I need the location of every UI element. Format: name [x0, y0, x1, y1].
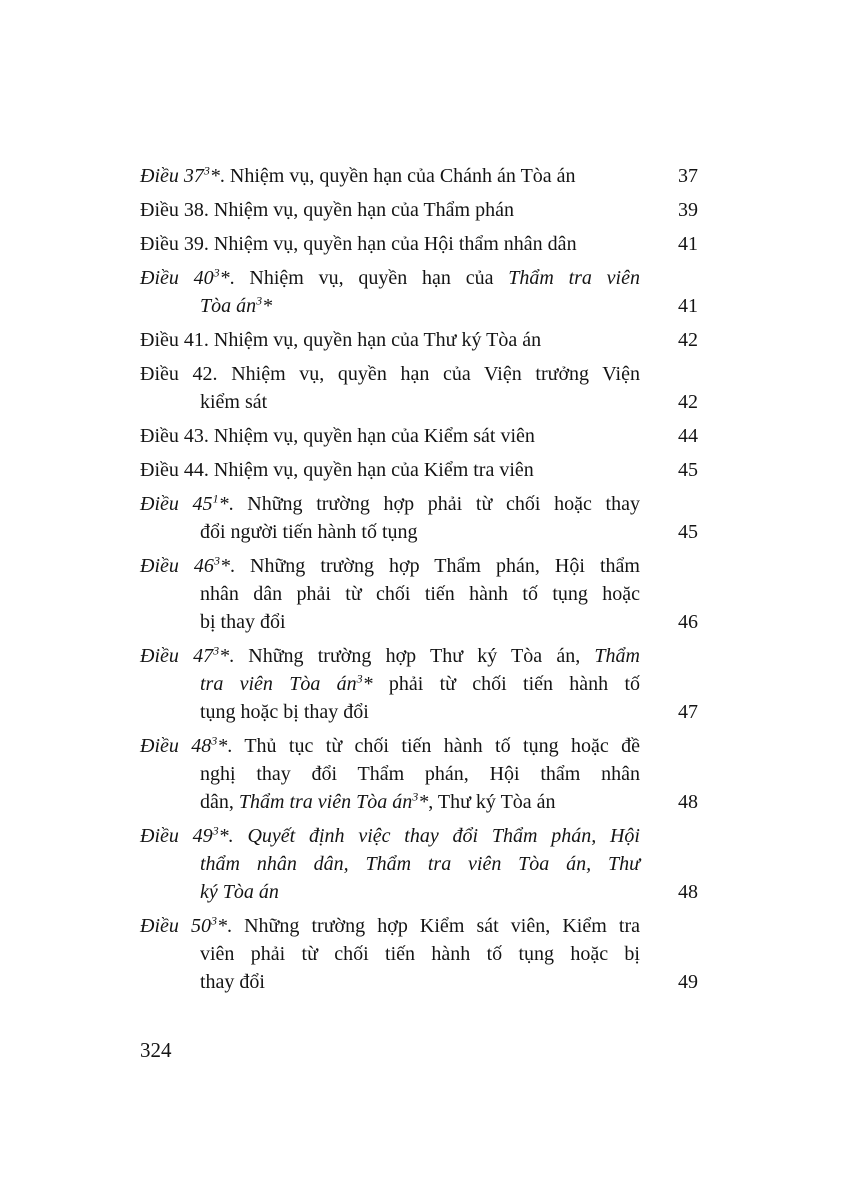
toc-text-segment: dân, — [200, 791, 239, 813]
toc-text-segment: * — [362, 673, 373, 695]
toc-page-ref: 45 — [678, 521, 698, 543]
toc-entry-line — [140, 388, 640, 416]
footnote-marker: 3 — [213, 265, 220, 280]
toc-entry-text — [140, 642, 640, 726]
toc-entry-text — [140, 422, 640, 450]
toc-entry-line — [140, 732, 640, 760]
toc-text-segment: nghị thay đổi Thẩm phán, Hội thẩm nhân — [200, 763, 640, 785]
toc-text-segment: Thẩm tra viên — [508, 267, 640, 289]
toc-entry-text — [140, 326, 640, 354]
toc-text-segment: Điều 46 — [140, 555, 214, 577]
toc-entry-line — [140, 422, 640, 450]
toc-text-segment: . Thủ tục từ chối tiến hành tố tụng hoặc đề — [227, 735, 640, 757]
toc-text-segment: Thẩm tra viên Tòa án — [238, 791, 413, 813]
footnote-marker: 3 — [211, 733, 218, 748]
toc-entry — [140, 422, 698, 450]
toc-entry — [140, 456, 698, 484]
toc-entry-line — [140, 518, 640, 546]
toc-entry-line — [140, 162, 640, 190]
toc-entry — [140, 732, 698, 816]
toc-entry-line — [140, 968, 640, 996]
toc-entry-text — [140, 912, 640, 996]
toc-text-segment: * — [219, 645, 230, 667]
footnote-marker: 3 — [213, 643, 220, 658]
toc-entry — [140, 490, 698, 546]
toc-text-segment: Điều 47 — [140, 645, 214, 667]
toc-text-segment: * — [217, 735, 228, 757]
toc-entry-line — [140, 760, 640, 788]
toc-page-ref: 39 — [678, 199, 698, 221]
toc-entry — [140, 230, 698, 258]
folio-page-number: 324 — [140, 1038, 172, 1062]
toc-list — [140, 162, 698, 1002]
toc-entry-text — [140, 230, 640, 258]
toc-text-segment: tra viên Tòa án — [200, 673, 357, 695]
toc-text-segment: Điều 37 — [140, 165, 204, 187]
toc-entry-line — [140, 670, 640, 698]
toc-text-segment: . Nhiệm vụ, quyền hạn của Chánh án Tòa án — [219, 165, 576, 187]
toc-page-ref: 44 — [678, 425, 698, 447]
toc-text-segment: Tòa án — [200, 295, 257, 317]
toc-entry-line — [140, 788, 640, 816]
toc-entry-line — [140, 196, 640, 224]
toc-text-segment: thẩm nhân dân, Thẩm tra viên Tòa án, Thư — [200, 853, 640, 875]
toc-entry-line — [140, 850, 640, 878]
toc-entry-line — [140, 292, 640, 320]
toc-text-segment: Thẩm — [594, 645, 640, 667]
toc-entry — [140, 326, 698, 354]
toc-entry-text — [140, 456, 640, 484]
toc-page-ref: 47 — [678, 701, 698, 723]
toc-entry-line — [140, 642, 640, 670]
toc-entry-line — [140, 230, 640, 258]
footnote-marker: 3 — [213, 553, 220, 568]
toc-text-segment: . Những trường hợp Kiểm sát viên, Kiểm tra — [227, 915, 640, 937]
toc-entry-line — [140, 698, 640, 726]
toc-text-segment: * — [209, 165, 220, 187]
toc-text-segment: . Những trường hợp Thư ký Tòa án, — [229, 645, 595, 667]
toc-entry-text — [140, 196, 640, 224]
toc-page-ref: 37 — [678, 165, 698, 187]
toc-text-segment: * — [217, 915, 227, 937]
toc-text-segment: Điều 40 — [140, 267, 214, 289]
toc-text-segment: Điều 41. Nhiệm vụ, quyền hạn của Thư ký Tòa án — [140, 329, 542, 351]
toc-text-segment: nhân dân phải từ chối tiến hành tố tụng hoặc — [200, 583, 640, 605]
toc-entry — [140, 912, 698, 996]
toc-entry-line — [140, 264, 640, 292]
toc-text-segment: Điều 42. Nhiệm vụ, quyền hạn của Viện trưởng Viện — [140, 363, 640, 385]
toc-page-ref: 45 — [678, 459, 698, 481]
toc-page-ref: 48 — [678, 791, 698, 813]
toc-text-segment: * — [219, 267, 230, 289]
footnote-marker: 1 — [212, 491, 219, 506]
toc-page-ref: 42 — [678, 329, 698, 351]
toc-text-segment: * — [219, 555, 230, 577]
footnote-marker: 3 — [203, 163, 210, 178]
toc-page-ref: 41 — [678, 233, 698, 255]
toc-entry-line — [140, 326, 640, 354]
toc-entry-text — [140, 732, 640, 816]
toc-entry-line — [140, 608, 640, 636]
toc-page-ref: 42 — [678, 391, 698, 413]
footnote-marker: 3 — [212, 823, 219, 838]
toc-entry-text — [140, 552, 640, 636]
toc-entry-line — [140, 552, 640, 580]
page-footer — [140, 1036, 172, 1064]
toc-text-segment: Điều 48 — [140, 735, 212, 757]
toc-text-segment: tụng hoặc bị thay đổi — [200, 701, 369, 723]
toc-text-segment: . Những trường hợp phải từ chối hoặc thay — [228, 493, 640, 515]
toc-entry-line — [140, 580, 640, 608]
footnote-marker: 3 — [356, 671, 363, 686]
toc-text-segment: kiểm sát — [200, 391, 268, 413]
toc-text-segment: * — [218, 493, 229, 515]
toc-entry — [140, 162, 698, 190]
toc-page-ref: 41 — [678, 295, 698, 317]
toc-entry-line — [140, 456, 640, 484]
toc-text-segment: . Những trường hợp Thẩm phán, Hội thẩm — [229, 555, 640, 577]
toc-text-segment: . Quyết định việc thay đổi Thẩm phán, Hội — [228, 825, 640, 847]
toc-entry-line — [140, 822, 640, 850]
toc-text-segment: * — [262, 295, 273, 317]
toc-text-segment: Điều 49 — [140, 825, 213, 847]
toc-page-ref: 46 — [678, 611, 698, 633]
toc-text-segment: Điều 38. Nhiệm vụ, quyền hạn của Thẩm phán — [140, 199, 514, 221]
toc-text-segment: phải từ chối tiến hành tố — [372, 673, 640, 695]
toc-entry-text — [140, 822, 640, 906]
toc-entry-text — [140, 360, 640, 416]
toc-text-segment: viên phải từ chối tiến hành tố tụng hoặc bị — [200, 943, 640, 965]
toc-text-segment: Điều 43. Nhiệm vụ, quyền hạn của Kiểm sát viên — [140, 425, 535, 447]
toc-entry-text — [140, 264, 640, 320]
toc-entry-text — [140, 162, 640, 190]
toc-entry — [140, 552, 698, 636]
toc-text-segment: , Thư ký Tòa án — [428, 791, 556, 813]
toc-text-segment: ký Tòa án — [200, 881, 279, 903]
toc-text-segment: * — [218, 825, 229, 847]
toc-entry — [140, 822, 698, 906]
toc-text-segment: Điều 39. Nhiệm vụ, quyền hạn của Hội thẩm nhân dân — [140, 233, 577, 255]
toc-entry — [140, 642, 698, 726]
toc-text-segment: bị thay đổi — [200, 611, 286, 633]
toc-entry — [140, 360, 698, 416]
toc-text-segment: thay đổi — [200, 971, 265, 993]
toc-text-segment: * — [418, 791, 429, 813]
toc-text-segment: Điều 44. Nhiệm vụ, quyền hạn của Kiểm tra viên — [140, 459, 534, 481]
toc-text-segment: đổi người tiến hành tố tụng — [200, 521, 418, 543]
toc-entry — [140, 264, 698, 320]
footnote-marker: 3 — [211, 913, 217, 928]
footnote-marker: 3 — [412, 789, 419, 804]
toc-entry — [140, 196, 698, 224]
toc-page-ref: 49 — [678, 971, 698, 993]
toc-entry-line — [140, 940, 640, 968]
toc-entry-line — [140, 490, 640, 518]
footnote-marker: 3 — [256, 293, 263, 308]
toc-text-segment: . Nhiệm vụ, quyền hạn của — [229, 267, 509, 289]
toc-entry-line — [140, 912, 640, 940]
toc-page-ref: 48 — [678, 881, 698, 903]
toc-text-segment: Điều 50 — [140, 915, 211, 937]
toc-text-segment: Điều 45 — [140, 493, 213, 515]
toc-entry-line — [140, 360, 640, 388]
toc-entry-line — [140, 878, 640, 906]
toc-entry-text — [140, 490, 640, 546]
